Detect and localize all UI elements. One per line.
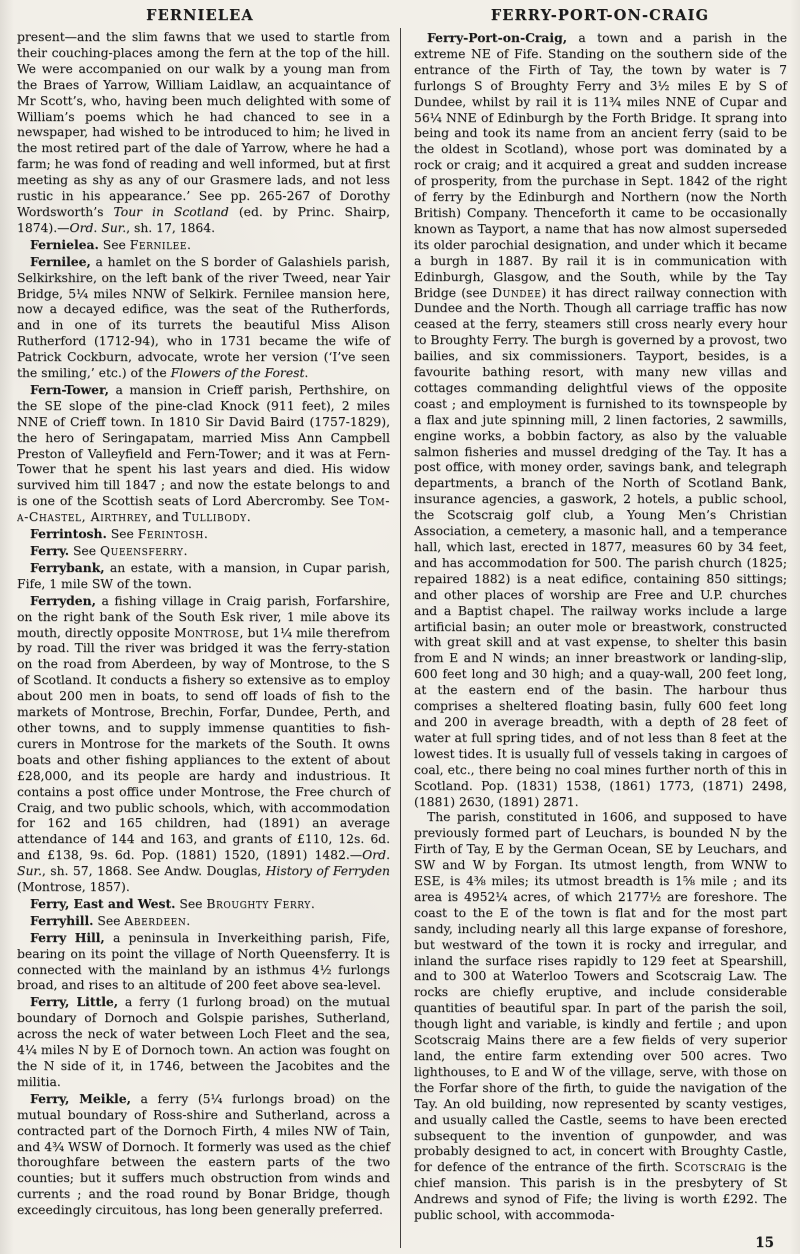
text-run-b: Ferry Hill, [30, 929, 105, 945]
text-run-plain: a town and a parish in the extreme NE of Fife. Standing on the southern side of the entrance of the Firth of Tay, the town by water is 7 furlongs S of Broughty Ferry and 3½ miles E by S of Dundee, whilst by rail it is 11¾ miles NNE of Cupar and 56¼ NNE of Edinburgh by the Forth Bridge. It sprang into being and took its name from an ancient ferry (said to be the oldest in Scotland), whose port was dominated by a rock or craig; and it acquired a great and sudden increase of prosperity, from the purchase in Sept. 1842 of the right of ferry by the Edinburgh and Northern (now the North British) Company. Thenceforth it came to be occasionally known as Tayport, a name that has now almost superseded its older parochial designation, and under which it became a burgh in 1887. By rail it is in communication with Edinburgh, Glasgow, and the South, while by the Tay Bridge (see [414, 31, 787, 300]
text-run-b: Ferryden, [30, 592, 96, 608]
entry-fernilee [17, 254, 390, 382]
text-run-plain: (Montrose, 1857). [17, 880, 130, 895]
entry-ferry-port-on-craig [414, 30, 787, 810]
text-run-sc: Ferintosh [137, 527, 204, 542]
text-run-i: Ord. Sur. [69, 220, 127, 235]
text-run-i: History of Ferryden [265, 864, 390, 879]
text-run-b: Ferrybank, [30, 559, 105, 575]
text-run-plain: ) it has direct railway connection with Dundee and the North. Though all carriage traffic has now ceased at the ferry, steamers still cross nearly every hour to Broughty Ferry. The burgh is governed by a provost, two bailies, and six commissioners. Tayport, besides, is a favourite bathing resort, with many new villas and cottages commanding delightful views of the opposite coast ; and employment is furnished to its townspeople by a flax and jute spinning mill, 2 linen factories, 2 sawmills, engine works, a bobbin factory, as also by the valuable salmon fisheries and mussel dredging of the Tay. It has a post office, with money order, savings bank, and telegraph departments, a branch of the North of Scotland Bank, insurance agencies, a gaswork, 2 hotels, a public school, the Scotscraig golf club, a Young Men’s Christian Association, a cemetery, a masonic hall, and a temperance hall, which last, erected in 1877, measures 60 by 34 feet, and has accommodation for 500. The parish church (1825; repaired 1882) is a neat edifice, containing 850 sittings; and other places of worship are Free and U.P. churches and a Baptist chapel. The railway works include a large artificial basin; an outer mole or breastwork, constructed with great skill and at vast expense, to shelter this basin from E and N winds; an inner breastwork or landing-slip, 600 feet long and 30 high; and a quay-wall, 200 feet long, at the eastern end of the basin. The harbour thus comprises a sheltered floating basin, fully 600 feet long and 200 in average breadth, with a depth of 28 feet of water at full spring tides, and of not less than 8 feet at the lowest tides. It is usually full of vessels taking in cargoes of coal, etc., there being no coal mines further north of this in Scotland. Pop. (1831) 1538, (1861) 1773, (1871) 2498, (1881) 2630, (1891) 2871. [414, 285, 787, 809]
text-run-b: Fernielea. [30, 236, 99, 252]
text-run-b: Ferry, East and West. [30, 895, 176, 911]
paragraph-fernielea-continuation [17, 30, 390, 237]
text-run-plain: See [106, 527, 138, 542]
entry-fernielea [17, 237, 390, 254]
text-run-b: Ferry, Little, [30, 994, 119, 1010]
entry-fern-tower [17, 382, 390, 526]
text-run-b: Ferry-Port-on-Craig, [427, 30, 568, 45]
entry-ferry-hill [17, 930, 390, 995]
text-run-plain: . [246, 510, 251, 525]
text-run-plain: See [69, 544, 100, 558]
text-run-plain: a peninsula in Inverkeithing parish, Fife, bearing on its point the village of North Queensferry. It is connected with the mainland by an isthmus 4½ furlongs broad, and rises to an altitude of 200 feet above sea-level. [17, 930, 390, 993]
text-run-plain: . [186, 913, 191, 928]
text-run-plain: , and [147, 510, 183, 525]
text-run-plain: . [304, 366, 309, 381]
text-run-plain: See [93, 913, 125, 928]
left-column [17, 30, 390, 1224]
entry-ferry-east-and-west [17, 896, 390, 913]
text-run-plain: See [98, 237, 130, 252]
text-run-sc: Broughty Ferry [206, 896, 311, 911]
text-run-sc: Montrose [173, 625, 240, 640]
text-run-plain: The parish, constituted in 1606, and supposed to have previously formed part of Leuchars, is bounded N by the Firth of Tay, E by the German Ocean, SE by Leuchars, and SW and W by Forgan. Its utmost length, from WNW to ESE, is 4⅜ miles; its utmost breadth is 1⅝ mile ; and its area is 4952¼ acres, of which 2177½ are foreshore. The coast to the E of the town is flat and for the most part sandy, including nearly all this large expanse of foreshore, but westward of the town it is rocky and irregular, and inland the surface rises rapidly to 129 feet at Spearshill, and to 300 at Waterloo Towers and Scotscraig Law. The rocks are chiefly eruptive, and include considerable quantities of beautiful spar. In part of the parish the soil, though light and variable, is kindly and fertile ; and upon Scotscraig Mains there are a few fields of very superior land, the entire farm extending over 500 acres. Two lighthouses, to E and W of the village, serve, with those on the Forfar shore of the firth, to guide the navigation of the Tay. An old building, now represented by scanty vestiges, and usually called the Castle, seems to have been erected subsequent to the invention of gunpowder, and was probably designed to act, in concert with Broughty Castle, for defence of the entrance of the firth. [414, 810, 787, 1175]
text-run-b: Fern-Tower, [30, 381, 109, 397]
text-run-b: Ferrintosh. [30, 526, 107, 542]
text-run-plain: (ed. by Princ. Shairp, 1874).— [17, 204, 390, 235]
text-run-plain: . [187, 237, 191, 252]
page-number: 15 [755, 1235, 774, 1251]
right-column-header: FERRY-PORT-ON-CRAIG [490, 7, 710, 24]
text-run-plain: . [183, 544, 188, 558]
text-run-sc: Tullibody [182, 510, 247, 525]
text-run-plain: a ferry (1 furlong broad) on the mutual boundary of Dornoch and Golspie parishes, Sutherland, across the neck of water between Loch Fleet and the sea, 4¼ miles N by E of Dornoch town. An action was fought on the N side of it, in 1746, between the Jacobites and the militia. [17, 995, 390, 1089]
text-run-plain: . [310, 896, 315, 911]
right-column [414, 30, 787, 1224]
entry-ferry-meikle [17, 1091, 390, 1219]
text-run-b: Fernilee, [30, 253, 91, 269]
entry-ferryden [17, 593, 390, 896]
left-column-header: FERNIELEA [146, 7, 254, 24]
text-run-sc: Fernilee [129, 237, 187, 252]
text-run-plain: , sh. 57, 1868. See Andw. Douglas, [41, 864, 266, 879]
entry-ferry [17, 543, 390, 560]
text-run-plain: , but 1¼ mile therefrom by road. Till the river was bridged it was the ferry-station on the road from Aberdeen, by way of Montrose, to the S of Scotland. It conducts a fishery so extensive as to employ about 200 men in boats, to send off loads of fish to the markets of Montrose, Brechin, Forfar, Dundee, Perth, and other towns, and to supply immense quantities to fish-curers in Montrose for the markets of the South. It owns boats and other fishing appliances to the extent of about £28,000, and its people are hardy and industrious. It contains a post office under Montrose, the Free church of Craig, and two public schools, which, with accommodation for 162 and 165 children, had (1891) an average attendance of 144 and 163, and grants of £110, 12s. 6d. and £138, 9s. 6d. Pop. (1881) 1520, (1891) 1482.— [17, 625, 390, 863]
text-run-plain: a mansion in Crieff parish, Perthshire, on the SE slope of the pine-clad Knock (911 feet), 2 miles NNE of Crieff town. In 1810 Sir David Baird (1757-1829), the hero of Seringapatam, married Miss Ann Campbell Preston of Valleyfield and Fern-Tower; and it was at Fern-Tower that he spent his last years and died. His widow survived him till 1847 ; and now the estate belongs to and is one of the Scottish seats of Lord Abercromby. See [17, 382, 390, 509]
entry-ferrintosh [17, 526, 390, 543]
entry-ferrybank [17, 560, 390, 593]
text-run-b: Ferry, Meikle, [30, 1090, 131, 1106]
text-run-sc: Tom-a-Chastel, Airthrey [17, 494, 390, 525]
text-run-plain: an estate, with a mansion, in Cupar parish, Fife, 1 mile SW of the town. [17, 560, 390, 591]
text-run-sc: Aberdeen [124, 913, 187, 928]
text-run-plain: is the chief mansion. This parish is in the presbytery of St Andrews and synod of Fife; the living is worth £292. The public school, with accommoda- [414, 1160, 787, 1223]
text-run-b: Ferryhill. [30, 912, 94, 928]
text-run-plain: a hamlet on the S border of Galashiels parish, Selkirkshire, on the left bank of the river Tweed, near Yair Bridge, 5¼ miles NNW of Selkirk. Fernilee mansion here, now a decayed edifice, was the seat of the Rutherfords, and in one of its turrets the beautiful Miss Alison Rutherford (1712-94), who in 1731 became the wife of Patrick Cockburn, advocate, wrote her version (‘I’ve seen the smiling,’ etc.) of the [17, 254, 390, 381]
text-run-i: Tour in Scotland [113, 204, 229, 219]
entry-ferryhill [17, 913, 390, 930]
text-run-sc: Dundee [492, 285, 542, 300]
text-run-plain: , sh. 17, 1864. [126, 220, 216, 235]
text-run-plain: See [175, 896, 207, 911]
text-run-plain: a fishing village in Craig parish, Forfarshire, on the right bank of the South Esk river, 1 mile above its mouth, directly opposite [17, 593, 390, 640]
text-run-sc: Scotscraig [674, 1160, 746, 1175]
column-divider-rule [400, 28, 401, 1248]
text-run-plain: a ferry (5¼ furlongs broad) on the mutual boundary of Ross-shire and Sutherland, across a contracted part of the Dornoch Firth, 4 miles NW of Tain, and 4¾ WSW of Dornoch. It formerly was used as the chief thoroughfare between the eastern parts of the two counties; but it suffers much obstruction from winds and currents ; and the road round by Bonar Bridge, though exceedingly circuitous, has long been generally preferred. [17, 1091, 391, 1218]
paragraph-parish [414, 810, 787, 1224]
entry-ferry-little [17, 994, 390, 1090]
text-run-plain: present—and the slim fawns that we used to startle from their couching-places among the fern at the top of the hill. We were accompanied on our walk by a young man from the Braes of Yarrow, William Laidlaw, an acquaintance of Mr Scott’s, who, having been much delighted with some of William’s poems which he had chanced to see in a newspaper, had wished to be introduced to him; he lived in the most retired part of the dale of Yarrow, where he had a farm; he was fond of reading and well informed, but at first meeting as shy as any of our Grasmere lads, and not less rustic in his appearance.’ See pp. 265-267 of Dorothy Wordsworth’s [17, 30, 390, 219]
text-run-plain: . [203, 527, 208, 542]
text-run-sc: Queensferry [99, 544, 184, 558]
text-run-i: Flowers of the Forest [170, 366, 305, 381]
text-run-i: Ord. Sur. [17, 848, 390, 879]
text-run-b: Ferry. [30, 543, 70, 558]
running-heads [0, 0, 800, 24]
